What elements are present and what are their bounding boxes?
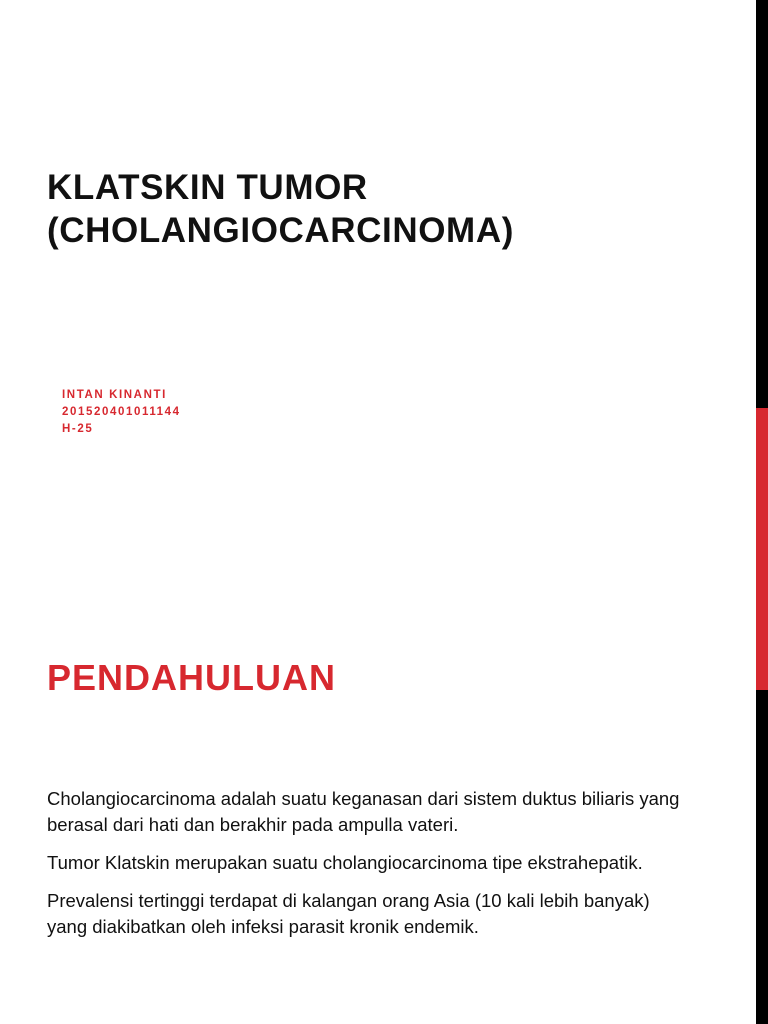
slide-title-line-1: KLATSKIN TUMOR <box>47 168 368 207</box>
paragraph-1: Cholangiocarcinoma adalah suatu keganasan dari sistem duktus biliaris yang berasal dari hati dan berakhir pada ampulla vateri. <box>47 788 680 835</box>
author-group: H-25 <box>62 423 94 435</box>
paragraph-3: Prevalensi tertinggi terdapat di kalangan orang Asia (10 kali lebih banyak) yang diakibatkan oleh infeksi parasit kronik endemik. <box>47 890 650 937</box>
section-body <box>47 786 687 952</box>
slide-subtitle <box>62 387 181 438</box>
section-heading: PENDAHULUAN <box>47 657 336 698</box>
author-id: 201520401011144 <box>62 406 181 418</box>
title-slide <box>0 0 756 512</box>
side-accent-bar <box>756 408 768 690</box>
author-name: INTAN KINANTI <box>62 389 167 401</box>
slide-title-line-2: (CHOLANGIOCARCINOMA) <box>47 211 514 250</box>
paragraph-2: Tumor Klatskin merupakan suatu cholangiocarcinoma tipe ekstrahepatik. <box>47 852 643 873</box>
content-slide <box>0 512 756 1024</box>
slide-title <box>47 166 514 252</box>
